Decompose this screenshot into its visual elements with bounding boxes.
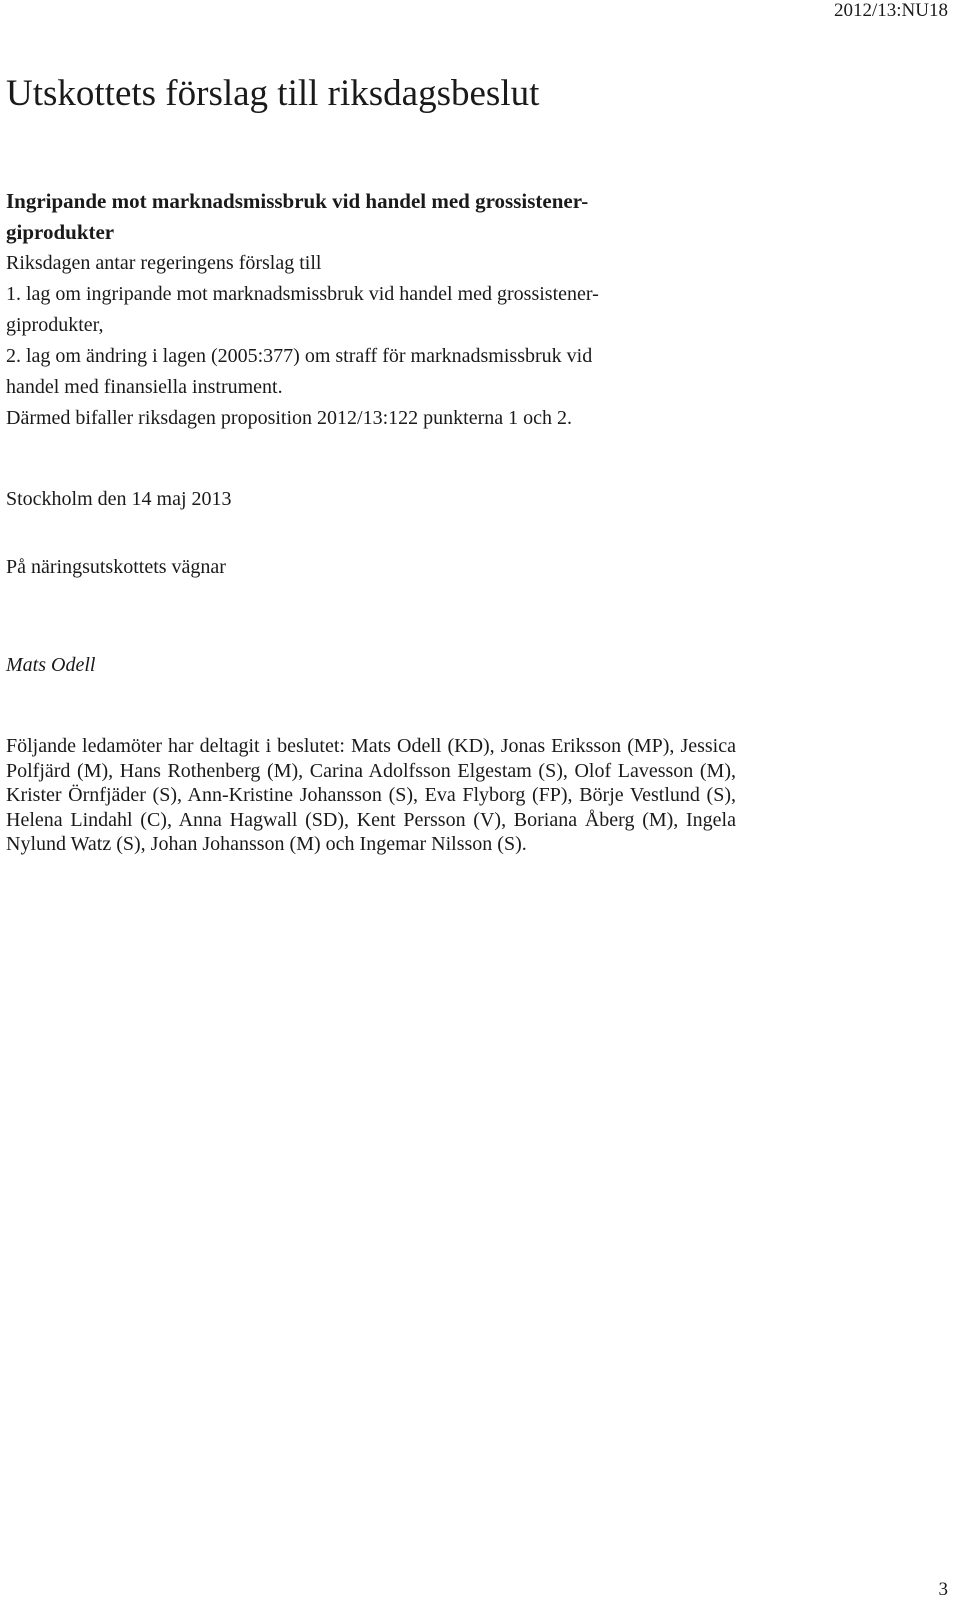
proposal-item-2-line-2: handel med finansiella instrument. [6, 376, 283, 398]
proposal-item-1-line-2: giprodukter, [6, 314, 104, 336]
proposal-heading-line-2: giprodukter [6, 220, 115, 244]
proposal-intro: Riksdagen antar regeringens förslag till [6, 252, 322, 274]
proposal-item-2-line-1: 2. lag om ändring i lagen (2005:377) om straff för marknadsmissbruk vid [6, 345, 593, 367]
members-paragraph: Följande ledamöter har deltagit i beslutet: Mats Odell (KD), Jonas Eriksson (MP), Jessica Polfjärd (M), Hans Rothenberg (M), Carina Adolfsson Elgestam (S), Olof Lavesson (M), Krister Örnfjäder (S), Ann-Kristine Johansson (S), Eva Flyborg (FP), Börje Vestlund (S), Helena Lindahl (C), Anna Hagwall (SD), Kent Persson (V), Boriana Åberg (M), Ingela Nylund Watz (S), Johan Johansson (M) och Ingemar Nilsson (S). [6, 735, 736, 855]
proposal-item-1-line-1: 1. lag om ingripande mot marknadsmissbruk vid handel med grossistener- [6, 283, 599, 305]
page-title: Utskottets förslag till riksdagsbeslut [6, 73, 540, 114]
committee-line: På näringsutskottets vägnar [6, 556, 226, 578]
proposal-heading-line-1: Ingripande mot marknadsmissbruk vid handel med grossistener- [6, 189, 589, 213]
proposal-conclusion: Därmed bifaller riksdagen proposition 2012/13:122 punkterna 1 och 2. [6, 407, 572, 429]
page-number: 3 [938, 1579, 948, 1600]
proposal-section [6, 186, 732, 434]
document-id: 2012/13:NU18 [834, 0, 948, 21]
signatory-name: Mats Odell [6, 654, 96, 676]
place-date: Stockholm den 14 maj 2013 [6, 488, 232, 510]
